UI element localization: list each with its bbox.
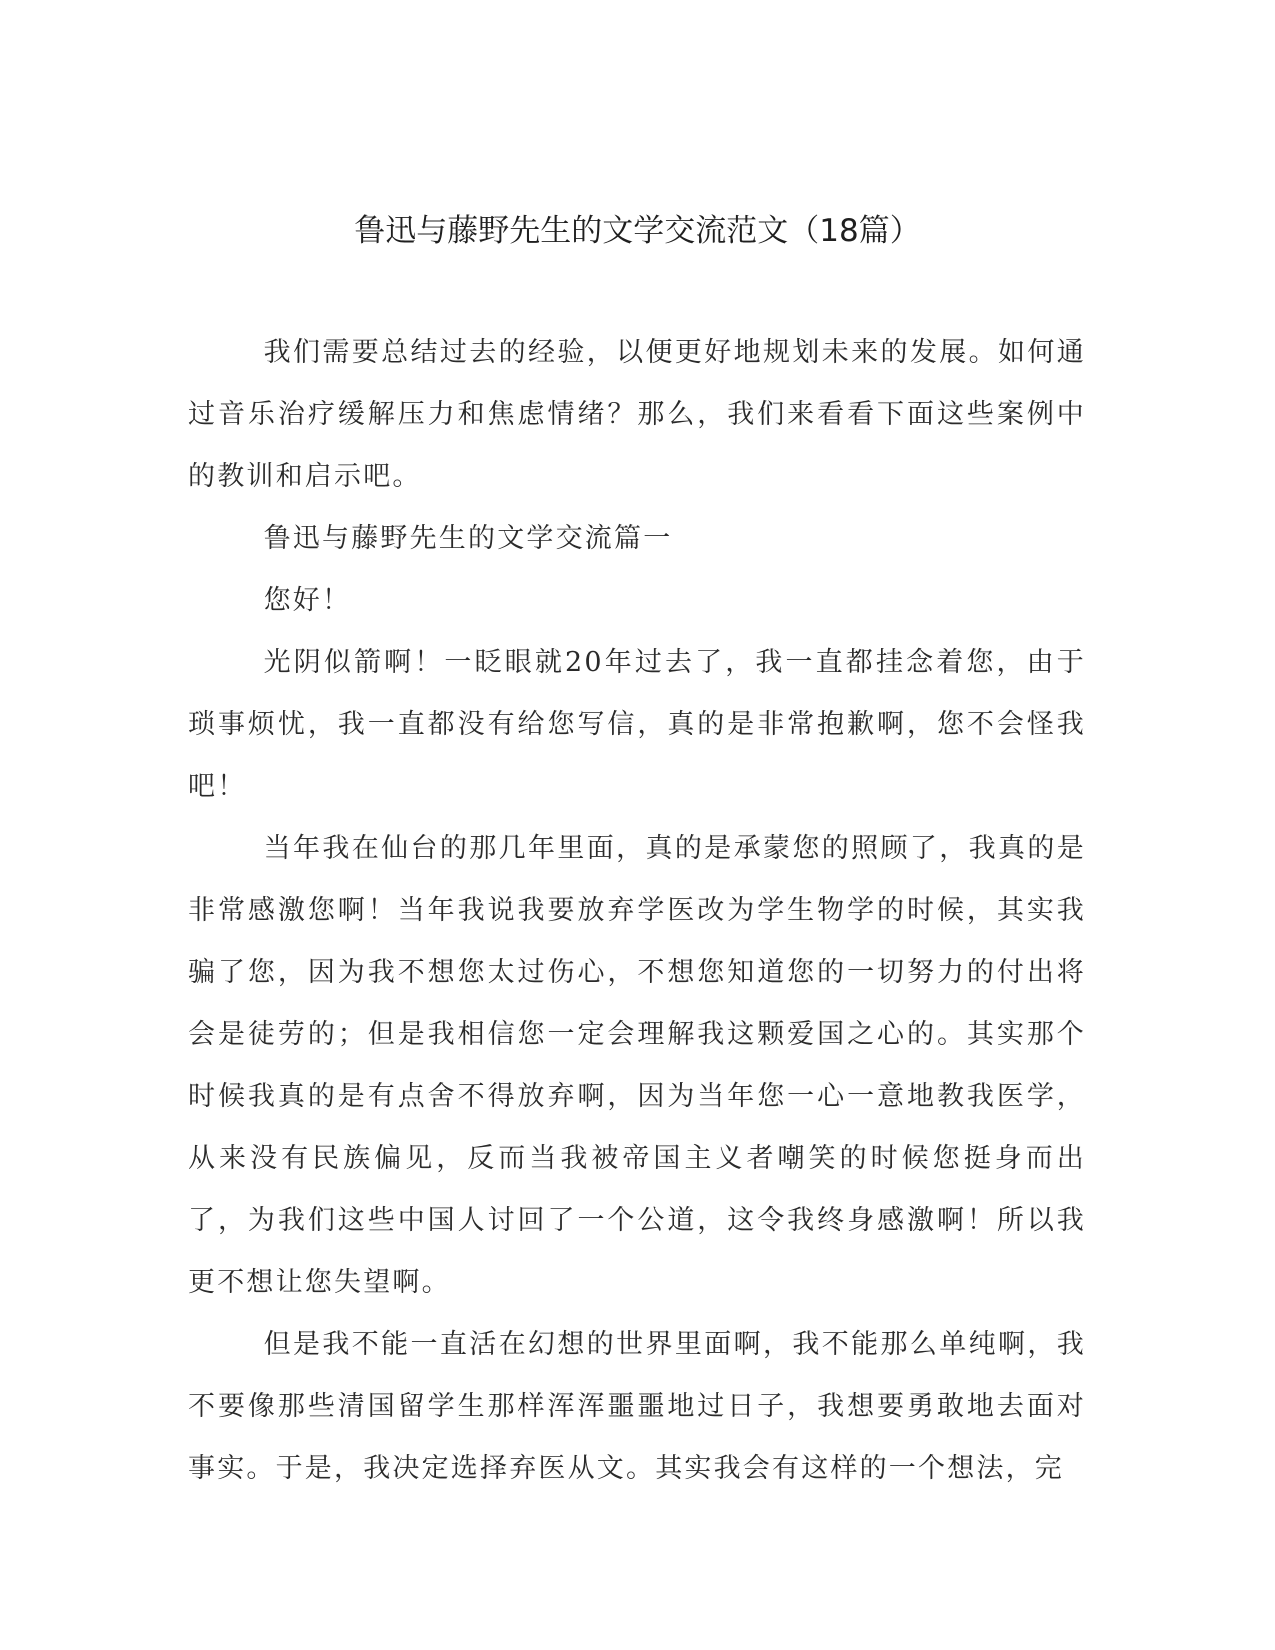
document-title: 鲁迅与藤野先生的文学交流范文（18篇） <box>354 213 921 249</box>
letter-greeting: 您好！ <box>263 585 352 616</box>
body-paragraph: 但是我不能一直活在幻想的世界里面啊，我不能那么单纯啊，我不要像那些清国留学生那样浑浑噩噩地过日子，我想要勇敢地去面对事实。于是，我决定选择弃医从文。其实我会有这样的一个想法，完 <box>188 1329 1086 1484</box>
document-body <box>188 322 1086 1500</box>
body-paragraph: 当年我在仙台的那几年里面，真的是承蒙您的照顾了，我真的是非常感激您啊！当年我说我要放弃学医改为学生物学的时候，其实我骗了您，因为我不想您太过伤心，不想您知道您的一切努力的付出将会是徒劳的；但是我相信您一定会理解我这颗爱国之心的。其实那个时候我真的是有点舍不得放弃啊，因为当年您一心一意地教我医学，从来没有民族偏见，反而当我被帝国主义者嘲笑的时候您挺身而出了，为我们这些中国人讨回了一个公道，这令我终身感激啊！所以我更不想让您失望啊。 <box>188 833 1086 1298</box>
section-heading: 鲁迅与藤野先生的文学交流篇一 <box>263 523 673 554</box>
body-paragraph: 光阴似箭啊！一眨眼就20年过去了，我一直都挂念着您，由于琐事烦忧，我一直都没有给您写信，真的是非常抱歉啊，您不会怪我吧！ <box>188 647 1086 802</box>
intro-paragraph: 我们需要总结过去的经验，以便更好地规划未来的发展。如何通过音乐治疗缓解压力和焦虑情绪？那么，我们来看看下面这些案例中的教训和启示吧。 <box>188 337 1086 492</box>
